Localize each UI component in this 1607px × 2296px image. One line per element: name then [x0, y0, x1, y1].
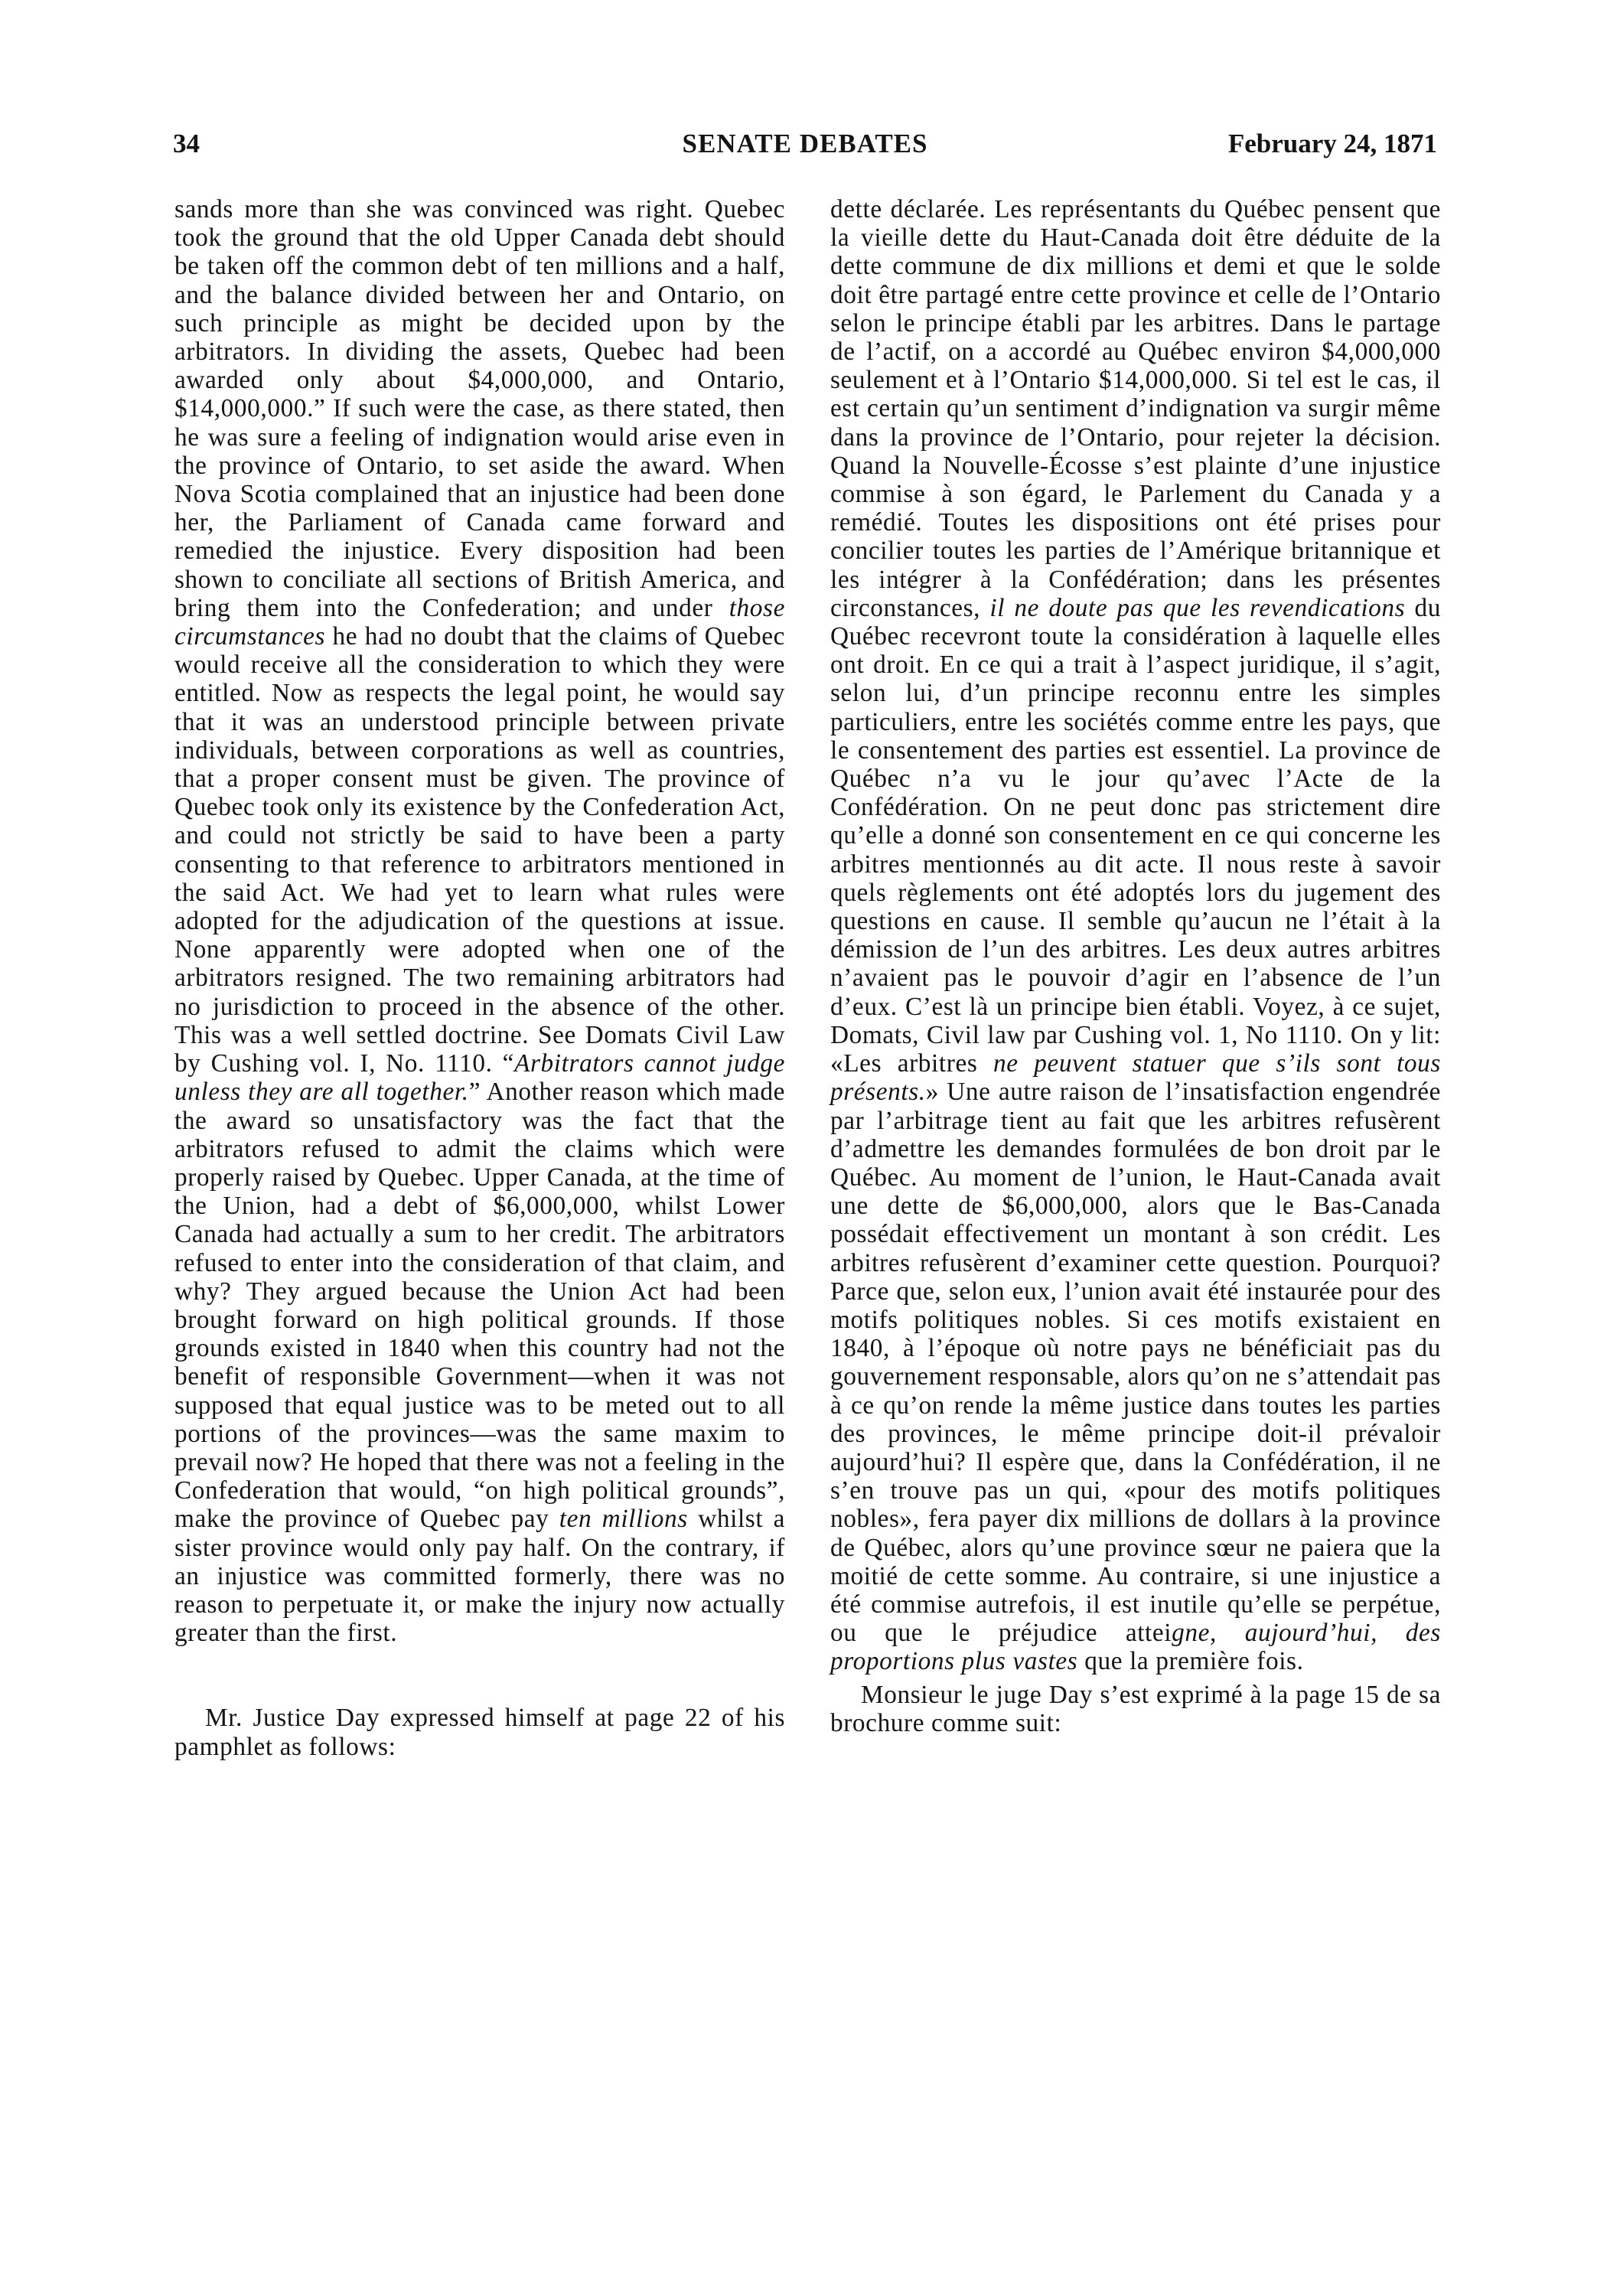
italic-run: ten millions — [559, 1505, 688, 1534]
text-run: whilst a sister province would only pay half. On the contrary, if an injustice was committed formerly, there was no reason to perpetuate it, or make the injury now actually greater than the first. — [174, 1505, 785, 1648]
italic-run: il ne doute pas que les revendications — [989, 593, 1406, 622]
italic-run: those circumstances — [174, 593, 785, 651]
italic-run: ne peuvent statuer que s’ils sont tous présents. — [830, 1049, 1441, 1107]
english-paragraph-day: Mr. Justice Day expressed himself at page 22 of his pamphlet as follows: — [174, 1704, 785, 1761]
header-date: February 24, 1871 — [1227, 129, 1437, 158]
french-paragraph-day: Monsieur le juge Day s’est exprimé à la page 15 de sa brochure comme suit: — [830, 1680, 1441, 1737]
french-paragraph — [830, 195, 1441, 1676]
running-title: SENATE DEBATES — [682, 129, 928, 158]
text-run: du Québec recevront toute la considération à laquelle elles ont droit. En ce qui a trait à l’aspect juridique, il s’agit, selon lui, d’un principe reconnu entre les simples particuliers, entre les sociétés comme entre les pays, que le consentement des parties est essentiel. La province de Québec n’a vu le jour qu’avec l’Acte de la Confédération. On ne peut donc pas strictement dire qu’elle a donné son consentement en ce qui concerne les arbitres mentionnés au dit acte. Il nous reste à savoir quels règlements ont été adoptés lors du jugement des questions en cause. Il semble qu’aucun ne l’était à la démission de l’un des arbitres. Les deux autres arbitres n’avaient pas le pouvoir d’agir en l’absence de l’un d’eux. C’est là un principe bien établi. Voyez, à ce sujet, Domats, Civil law par Cushing vol. 1, No 1110. On y lit: «Les arbitres — [830, 593, 1442, 1078]
text-run: que la première fois. — [1077, 1647, 1304, 1676]
text-run: dette déclarée. Les représentants du Québec pensent que la vieille dette du Haut-Canada doit être déduite de la dette commune de dix millions et demi et que le solde doit être partagé entre cette province et celle de l’Ontario selon le principe établi par les arbitres. Dans le partage de l’actif, on a accordé au Québec environ $4,000,000 seulement et à l’Ontario $14,000,000. Si tel est le cas, il est certain qu’un sentiment d’indignation va surgir même dans la province de l’Ontario, pour rejeter la décision. Quand la Nouvelle-Écosse s’est plainte d’une injustice commise à son égard, le Parlement du Canada y a remédié. Toutes les dispositions ont été prises pour concilier toutes les parties de l’Amérique britannique et les intégrer à la Confédération; dans les présentes circonstances, — [830, 195, 1441, 622]
text-run: » Une autre raison de l’insatisfaction engendrée par l’arbitrage tient au fait que les arbitres refusèrent d’admettre les demandes formulées de bon droit par le Québec. Au moment de l’union, le Haut-Canada avait une dette de $6,000,000, alors que le Bas-Canada possédait effectivement un montant à son crédit. Les arbitres refusèrent d’examiner cette question. Pourquoi? Parce que, selon eux, l’union avait été instaurée pour des motifs politiques nobles. Si ces motifs existaient en 1840, à l’époque où notre pays ne bénéficiait pas du gouvernement responsable, alors qu’on ne s’attendait pas à ce qu’on rende la même justice dans toutes les parties des provinces, le même principe doit-il prévaloir aujourd’hui? Il espère que, dans la Confédération, il ne s’en trouve pas un qui, «pour des motifs politiques nobles», fera payer dix millions de dollars à la province de Québec, alors qu’une province sœur ne paiera que la moitié de cette somme. Au contraire, si une injustice a été commise autrefois, il est inutile qu’elle se perpétue, ou que le préjudice attei — [830, 1078, 1441, 1648]
french-column — [830, 195, 1441, 1737]
text-run: he had no doubt that the claims of Quebec would receive all the consideration to which they were entitled. Now as respects the legal point, he would say that it was an understood principle between private individuals, between corporations as well as countries, that a proper consent must be given. The province of Quebec took only its existence by the Confederation Act, and could not strictly be said to have been a party consenting to that reference to arbitrators mentioned in the said Act. We had yet to learn what rules were adopted for the adjudication of the questions at issue. None apparently were adopted when one of the arbitrators resigned. The two remaining arbitrators had no jurisdiction to proceed in the absence of the other. This was a well settled doctrine. See Domats Civil Law by Cushing vol. I, No. 1110. “ — [174, 622, 785, 1078]
page-number: 34 — [173, 129, 200, 158]
italic-run: Arbitrators cannot judge unless they are all together. — [174, 1049, 785, 1107]
english-paragraph — [174, 195, 785, 1647]
page-header — [173, 129, 1437, 174]
text-run: ” Another reason which made the award so unsatisfactory was the fact that the arbitrators refused to admit the claims which were properly raised by Quebec. Upper Canada, at the time of the Union, had a debt of $6,000,000, whilst Lower Canada had actually a sum to her credit. The arbitrators refused to enter into the consideration of that claim, and why? They argued because the Union Act had been brought forward on high political grounds. If those grounds existed in 1840 when this country had not the benefit of responsible Government—when it was not supposed that equal justice was to be meted out to all portions of the provinces—was the same maxim to prevail now? He hoped that there was not a feeling in the Confederation that would, “on high political grounds”, make the province of Quebec pay — [174, 1078, 785, 1534]
text-run: sands more than she was convinced was right. Quebec took the ground that the old Upper Canada debt should be taken off the common debt of ten millions and a half, and the balance divided between her and Ontario, on such principle as might be decided upon by the arbitrators. In dividing the assets, Quebec had been awarded only about $4,000,000, and Ontario, $14,000,000.” If such were the case, as there stated, then he was sure a feeling of indignation would arise even in the province of Ontario, to set aside the award. When Nova Scotia complained that an injustice had been done her, the Parliament of Canada came forward and remedied the injustice. Every disposition had been shown to conciliate all sections of British America, and bring them into the Confederation; and under — [174, 195, 785, 622]
italic-run: gne, aujourd’hui, des proportions plus vastes — [830, 1619, 1441, 1676]
english-column — [174, 195, 785, 1761]
